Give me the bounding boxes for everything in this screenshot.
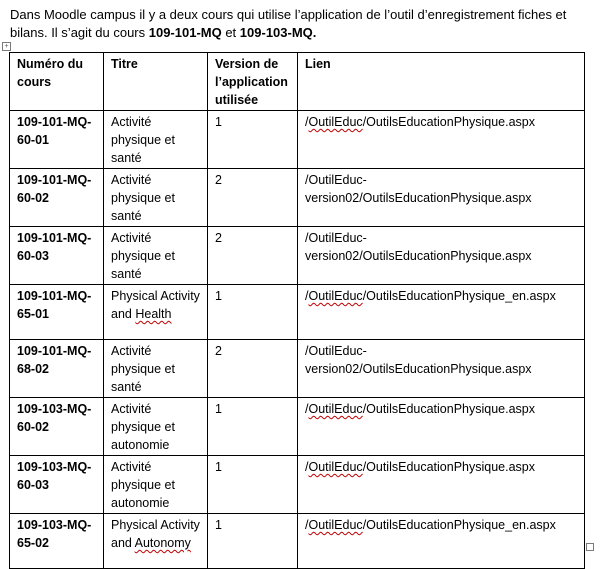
cell-course-number: 109-101-MQ-65-01 xyxy=(10,285,104,340)
cell-title: Physical Activity and Autonomy xyxy=(104,514,208,569)
spellcheck-underline: OutilEduc xyxy=(308,115,363,129)
table-row xyxy=(10,514,585,569)
table-header-row xyxy=(10,53,585,111)
intro-text-1: Dans Moodle campus il y a deux cours qui utilise l’application de l’outil d’enregistrement fiches et bilans. Il s’agit du cours xyxy=(10,7,567,40)
spellcheck-underline: OutilEduc xyxy=(308,402,363,416)
header-link: Lien xyxy=(298,53,585,111)
cell-course-number: 109-101-MQ-60-03 xyxy=(10,227,104,285)
table-row xyxy=(10,456,585,514)
table-row xyxy=(10,398,585,456)
cell-link: /OutilEduc-version02/OutilsEducationPhysique.aspx xyxy=(298,227,585,285)
cell-title: Activité physique et santé xyxy=(104,111,208,169)
cell-link: /OutilEduc/OutilsEducationPhysique.aspx xyxy=(298,398,585,456)
spellcheck-underline: Health xyxy=(135,307,172,321)
cell-title: Activité physique et autonomie xyxy=(104,456,208,514)
table-row xyxy=(10,340,585,398)
cell-course-number: 109-101-MQ-60-02 xyxy=(10,169,104,227)
cell-title: Activité physique et autonomie xyxy=(104,398,208,456)
cell-version: 1 xyxy=(208,398,298,456)
table-move-handle-icon[interactable]: + xyxy=(2,42,11,51)
cell-link: /OutilEduc/OutilsEducationPhysique.aspx xyxy=(298,456,585,514)
header-version: Version de l’application utilisée xyxy=(208,53,298,111)
cell-link: /OutilEduc-version02/OutilsEducationPhysique.aspx xyxy=(298,169,585,227)
table-row xyxy=(10,111,585,169)
cell-link: /OutilEduc/OutilsEducationPhysique_en.aspx xyxy=(298,514,585,569)
spellcheck-underline: OutilEduc xyxy=(308,460,363,474)
cell-course-number: 109-101-MQ-68-02 xyxy=(10,340,104,398)
cell-title: Activité physique et santé xyxy=(104,227,208,285)
table-row xyxy=(10,227,585,285)
cell-title: Activité physique et santé xyxy=(104,169,208,227)
spellcheck-underline: OutilEduc xyxy=(308,289,363,303)
table-row xyxy=(10,169,585,227)
cell-version: 1 xyxy=(208,285,298,340)
cell-version: 1 xyxy=(208,456,298,514)
cell-course-number: 109-103-MQ-65-02 xyxy=(10,514,104,569)
table-row xyxy=(10,285,585,340)
cell-link: /OutilEduc/OutilsEducationPhysique.aspx xyxy=(298,111,585,169)
cell-link: /OutilEduc/OutilsEducationPhysique_en.aspx xyxy=(298,285,585,340)
spellcheck-underline: OutilEduc xyxy=(308,518,363,532)
cell-version: 1 xyxy=(208,514,298,569)
spellcheck-underline: Autonomy xyxy=(134,536,191,550)
cell-version: 2 xyxy=(208,169,298,227)
cell-course-number: 109-101-MQ-60-01 xyxy=(10,111,104,169)
cell-course-number: 109-103-MQ-60-02 xyxy=(10,398,104,456)
courses-table xyxy=(9,52,585,569)
header-course-number: Numéro du cours xyxy=(10,53,104,111)
cell-course-number: 109-103-MQ-60-03 xyxy=(10,456,104,514)
header-title: Titre xyxy=(104,53,208,111)
cell-link: /OutilEduc-version02/OutilsEducationPhysique.aspx xyxy=(298,340,585,398)
cell-version: 2 xyxy=(208,227,298,285)
intro-course-a: 109-101-MQ xyxy=(148,25,222,40)
intro-text-2: et xyxy=(221,25,240,40)
intro-paragraph xyxy=(10,6,600,42)
cell-version: 2 xyxy=(208,340,298,398)
cell-title: Physical Activity and Health xyxy=(104,285,208,340)
cell-version: 1 xyxy=(208,111,298,169)
intro-course-b: 109-103-MQ. xyxy=(239,25,317,40)
cell-title: Activité physique et santé xyxy=(104,340,208,398)
table-resize-handle[interactable] xyxy=(586,543,594,551)
